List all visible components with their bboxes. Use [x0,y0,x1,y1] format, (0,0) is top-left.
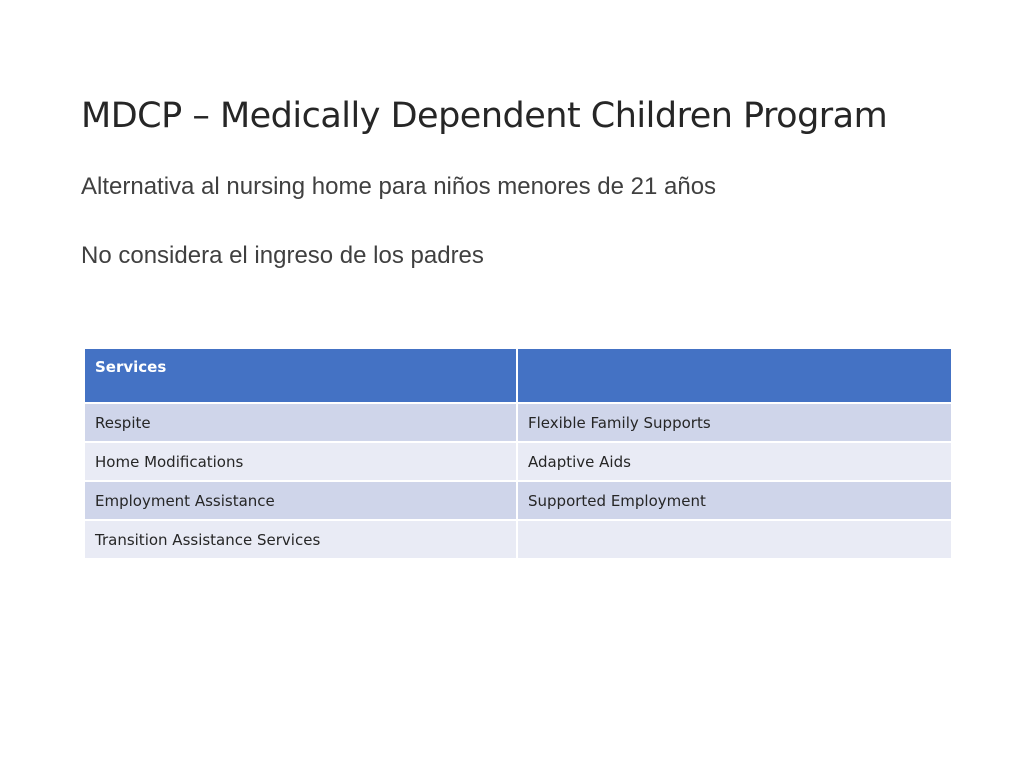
header-cell-services: Services [85,349,516,402]
bullet-text-2: No considera el ingreso de los padres [81,242,484,269]
table-header-row [85,349,951,402]
table-cell: Employment Assistance [85,482,516,519]
header-cell-empty [518,349,951,402]
table-cell: Home Modifications [85,443,516,480]
services-table [83,347,953,560]
table-cell [518,521,951,558]
table-cell: Transition Assistance Services [85,521,516,558]
table-row [85,482,951,519]
table-cell: Adaptive Aids [518,443,951,480]
table-cell: Flexible Family Supports [518,404,951,441]
table-row [85,521,951,558]
table-row [85,443,951,480]
bullet-text-1: Alternativa al nursing home para niños menores de 21 años [81,173,717,200]
table-row [85,404,951,441]
table-cell: Respite [85,404,516,441]
slide-title: MDCP – Medically Dependent Children Program [81,96,888,136]
table-cell: Supported Employment [518,482,951,519]
